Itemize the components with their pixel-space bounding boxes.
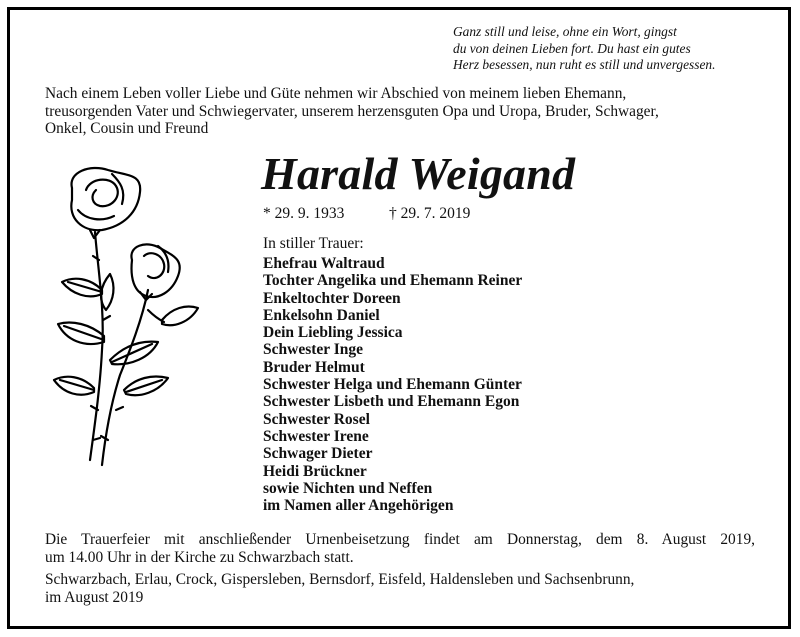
mourner-name: Heidi Brückner — [263, 462, 367, 480]
mourner-name: Dein Liebling Jessica — [263, 324, 403, 342]
mourners-label: In stiller Trauer: — [263, 235, 364, 252]
intro-line: Nach einem Leben voller Liebe und Güte nehmen wir Abschied von meinem lieben Ehemann, — [45, 85, 627, 102]
mourner-name: Enkelsohn Daniel — [263, 306, 380, 324]
death-date: † 29. 7. 2019 — [389, 205, 471, 222]
mourner-name: sowie Nichten und Neffen — [263, 479, 433, 497]
life-dates — [263, 205, 471, 223]
date-line: im August 2019 — [45, 588, 144, 606]
birth-date: * 29. 9. 1933 — [263, 205, 345, 222]
mourner-name: Schwager Dieter — [263, 445, 373, 463]
funeral-notice — [45, 531, 755, 566]
mourner-name: Ehefrau Waltraud — [263, 255, 385, 272]
funeral-line: Die Trauerfeier mit anschließender Urnenbeisetzung findet am Donnerstag, dem 8. August 2019, — [45, 531, 755, 548]
mourner-name: Bruder Helmut — [263, 358, 365, 376]
mourners-list — [263, 255, 522, 514]
mourner-name: Tochter Angelika und Ehemann Reiner — [263, 272, 523, 290]
mourner-name: Schwester Inge — [263, 341, 364, 359]
intro-line: Onkel, Cousin und Freund — [45, 120, 209, 137]
intro-text — [45, 85, 765, 138]
mourner-name: Schwester Rosel — [263, 410, 370, 428]
mourner-name: Schwester Lisbeth und Ehemann Egon — [263, 393, 520, 411]
deceased-name: Harald Weigand — [261, 148, 576, 199]
poem-line: du von deinen Lieben fort. Du hast ein gutes — [453, 40, 691, 56]
mourner-name: Schwester Helga und Ehemann Günter — [263, 376, 522, 394]
mourner-name: Schwester Irene — [263, 427, 369, 445]
mourner-name: Enkeltochter Doreen — [263, 289, 401, 307]
rose-drawing-icon — [50, 160, 200, 490]
poem — [453, 24, 783, 74]
poem-line: Herz besessen, nun ruht es still und unvergessen. — [453, 57, 716, 72]
places-line: Schwarzbach, Erlau, Crock, Gispersleben, Bernsdorf, Eisfeld, Haldensleben und Sachsenbrunn, — [45, 571, 635, 588]
places-and-date — [45, 571, 765, 606]
intro-line: treusorgenden Vater und Schwiegervater, unserem herzensguten Opa und Uropa, Bruder, Schwager, — [45, 102, 659, 120]
funeral-line: um 14.00 Uhr in der Kirche zu Schwarzbach statt. — [45, 548, 354, 566]
mourner-name: im Namen aller Angehörigen — [263, 497, 454, 515]
poem-line: Ganz still und leise, ohne ein Wort, gingst — [453, 24, 677, 39]
